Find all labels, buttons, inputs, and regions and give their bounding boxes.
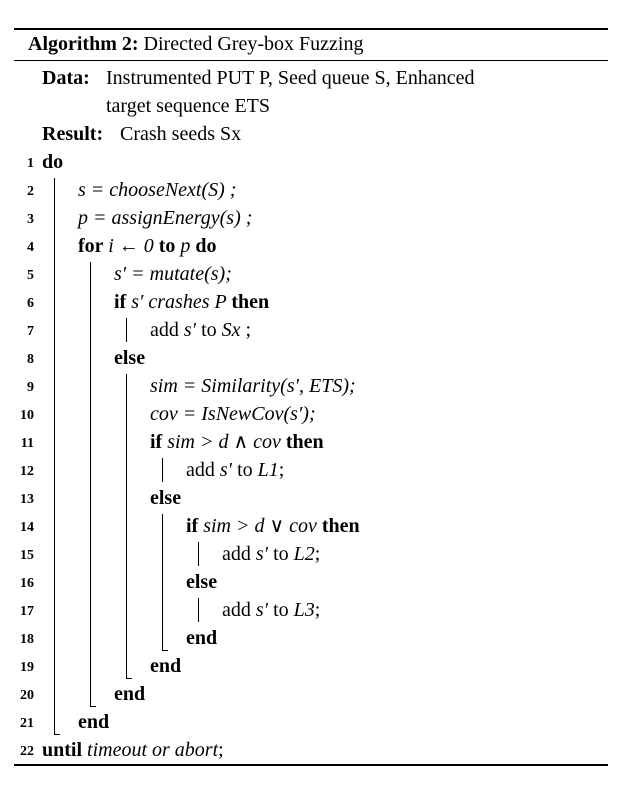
line-number: 11 [20,436,34,451]
code-text: ; [278,459,285,481]
line-content [150,428,324,456]
caption-rule [14,60,608,61]
line-content [114,288,269,316]
data-text-1: Instrumented PUT P, Seed queue S, Enhanced [106,67,475,89]
line-content [150,652,181,680]
line-content [78,232,217,260]
block-scope-foot [54,734,60,735]
algorithm-label: Algorithm 2: [28,33,139,55]
code-line [14,596,608,624]
line-number: 16 [20,576,34,591]
block-scope-line [90,262,91,706]
bottom-rule [14,764,608,766]
code-line [14,316,608,344]
keyword: end [186,627,218,649]
code-text: add [150,319,184,341]
line-content [42,736,224,764]
line-number: 2 [27,184,34,199]
code-text: to [268,543,294,565]
data-text-2: target sequence ETS [106,95,271,117]
code-text: add [222,599,256,621]
keyword: if [114,291,132,313]
code-line [14,344,608,372]
line-content [78,708,109,736]
code-text: to [232,459,258,481]
code-text: to [268,599,294,621]
code-line [14,372,608,400]
keyword: then [321,515,360,537]
algorithm-caption [28,30,363,58]
keyword: if [186,515,204,537]
keyword: end [150,655,182,677]
code-text: s′ [255,543,269,565]
line-content [150,400,316,428]
block-scope-foot [126,678,132,679]
line-number: 18 [20,632,34,647]
keyword: do [42,151,64,173]
line-number: 13 [20,492,34,507]
keyword: if [150,431,168,453]
code-text: s′ [219,459,233,481]
code-line [14,204,608,232]
block-scope-line [198,542,199,566]
code-text: Sx [221,319,241,341]
line-number: 20 [20,688,34,703]
line-number: 17 [20,604,34,619]
line-number: 1 [27,156,34,171]
code-text: cov = IsNewCov(s′); [150,403,316,425]
result-keyword: Result: [42,123,104,145]
keyword: else [114,347,146,369]
line-content [186,456,284,484]
line-number: 10 [20,408,34,423]
block-scope-line [126,374,127,678]
keyword: else [186,571,218,593]
line-number: 9 [27,380,34,395]
code-text: L2 [293,543,315,565]
line-number: 8 [27,352,34,367]
line-content [186,624,217,652]
code-text: i ← 0 [108,235,159,257]
code-text: sim = Similarity(s′, ETS); [150,375,356,397]
block-scope-foot [90,706,96,707]
code-text: s′ [183,319,197,341]
line-content [114,344,145,372]
line-number: 5 [27,268,34,283]
data-keyword: Data: [42,67,90,89]
code-line [14,288,608,316]
keyword: end [78,711,110,733]
code-text: sim > d ∧ cov [167,431,286,453]
line-content [186,512,360,540]
line-content [78,204,252,232]
block-scope-line [162,458,163,482]
line-number: 6 [27,296,34,311]
code-line [14,148,608,176]
line-number: 21 [20,716,34,731]
line-number: 12 [20,464,34,479]
keyword: do [195,235,217,257]
line-number: 19 [20,660,34,675]
code-text: s′ [255,599,269,621]
line-content [114,680,145,708]
code-text: s′ = mutate(s); [114,263,232,285]
data-line-cont [14,92,608,120]
keyword: else [150,487,182,509]
line-content [114,260,232,288]
keyword: then [231,291,270,313]
block-scope-line [126,318,127,342]
code-line [14,428,608,456]
keyword: end [114,683,146,705]
code-line [14,484,608,512]
code-line [14,708,608,736]
algorithm-block [14,28,608,766]
line-number: 7 [27,324,34,339]
block-scope-line [198,598,199,622]
line-number: 15 [20,548,34,563]
block-scope-foot [162,650,168,651]
code-line [14,624,608,652]
result-text: Crash seeds Sx [120,123,242,145]
code-text: L3 [293,599,315,621]
line-content [150,372,356,400]
keyword: until [42,739,88,761]
code-line [14,540,608,568]
line-content [78,176,236,204]
code-line [14,260,608,288]
block-scope-line [54,178,55,734]
code-line [14,736,608,764]
code-text: s = chooseNext(S) ; [78,179,237,201]
code-line [14,512,608,540]
algorithm-title: Directed Grey-box Fuzzing [143,33,364,55]
line-content [222,540,320,568]
code-text: ; [218,739,224,761]
code-text: add [222,543,256,565]
line-number: 4 [27,240,34,255]
code-text: ; [314,543,321,565]
result-line [14,120,608,148]
code-line [14,400,608,428]
line-content [222,596,320,624]
code-line [14,176,608,204]
code-line [14,568,608,596]
keyword: for [78,235,109,257]
line-content [42,148,63,176]
line-number: 22 [20,744,34,759]
line-number: 3 [27,212,34,227]
code-text: s′ crashes P [131,291,232,313]
code-line [14,456,608,484]
code-text: L1 [257,459,279,481]
data-line [14,64,608,92]
keyword: to [158,235,181,257]
line-content [150,316,251,344]
code-line [14,232,608,260]
code-text: p = assignEnergy(s) ; [78,207,253,229]
code-text: timeout or abort [87,739,219,761]
code-line [14,652,608,680]
keyword: then [285,431,324,453]
code-text: ; [314,599,321,621]
block-scope-line [162,514,163,650]
code-text: p [180,235,196,257]
code-text: ; [240,319,252,341]
code-text: to [196,319,222,341]
line-content [186,568,217,596]
code-text: sim > d ∨ cov [203,515,322,537]
code-line [14,680,608,708]
code-text: add [186,459,220,481]
line-content [150,484,181,512]
line-number: 14 [20,520,34,535]
